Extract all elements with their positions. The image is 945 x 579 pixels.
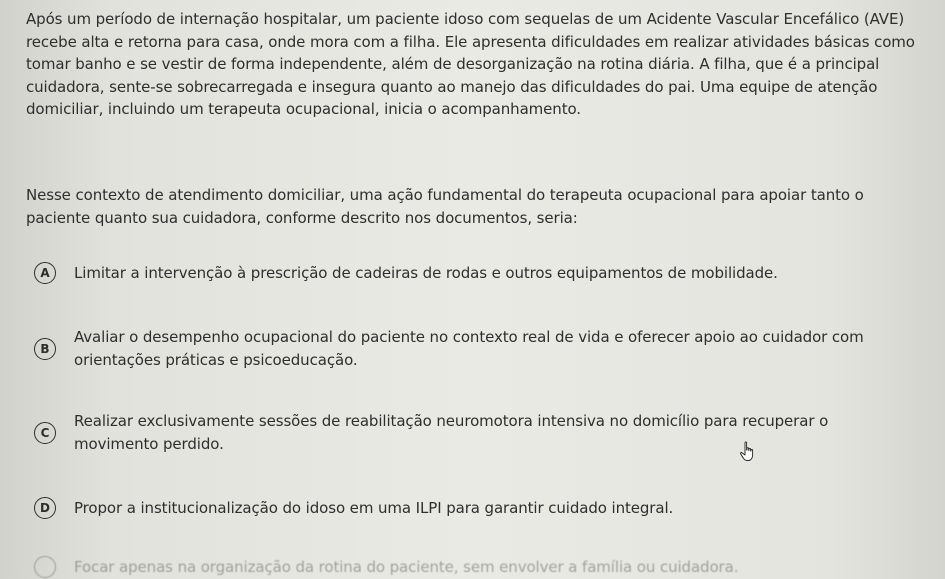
option-c-text: Realizar exclusivamente sessões de reabilitação neuromotora intensiva no domicílio para recuperar o movimento perdido. <box>74 412 829 453</box>
option-e-text: Focar apenas na organização da rotina do paciente, sem envolver a família ou cuidadora. <box>74 558 739 576</box>
option-a-text: Limitar a intervenção à prescrição de cadeiras de rodas e outros equipamentos de mobilidade. <box>74 264 778 282</box>
option-a-letter: A <box>34 262 56 284</box>
option-d[interactable] <box>34 497 914 520</box>
option-d-letter: D <box>34 497 56 519</box>
option-c-letter: C <box>34 422 56 444</box>
option-e-letter <box>34 556 56 578</box>
option-c[interactable] <box>34 410 914 455</box>
option-b-letter: B <box>34 338 56 360</box>
case-description: Após um período de internação hospitalar, um paciente idoso com sequelas de um Acidente Vascular Encefálico (AVE) recebe alta e retorna para casa, onde mora com a filha. Ele apresenta dificuldades em realizar atividades básicas como tomar banho e se vestir de forma independente, além de desorganização na rotina diária. A filha, que é a principal cuidadora, sente-se sobrecarregada e insegura quanto ao manejo das dificuldades do pai. Uma equipe de atenção domiciliar, incluindo um terapeuta ocupacional, inicia o acompanhamento. <box>26 10 915 118</box>
option-b-text: Avaliar o desempenho ocupacional do paciente no contexto real de vida e oferecer apoio ao cuidador com orientações práticas e psicoeducação. <box>74 328 864 369</box>
question-stem <box>26 8 931 121</box>
option-a[interactable] <box>34 262 914 285</box>
question-prompt: Nesse contexto de atendimento domiciliar, uma ação fundamental do terapeuta ocupacional para apoiar tanto o paciente quanto sua cuidadora, conforme descrito nos documentos, seria: <box>26 186 864 227</box>
option-e-partial[interactable] <box>34 556 914 579</box>
option-d-text: Propor a institucionalização do idoso em uma ILPI para garantir cuidado integral. <box>74 499 674 517</box>
hand-pointer-icon <box>739 441 757 463</box>
option-b[interactable] <box>34 326 914 371</box>
